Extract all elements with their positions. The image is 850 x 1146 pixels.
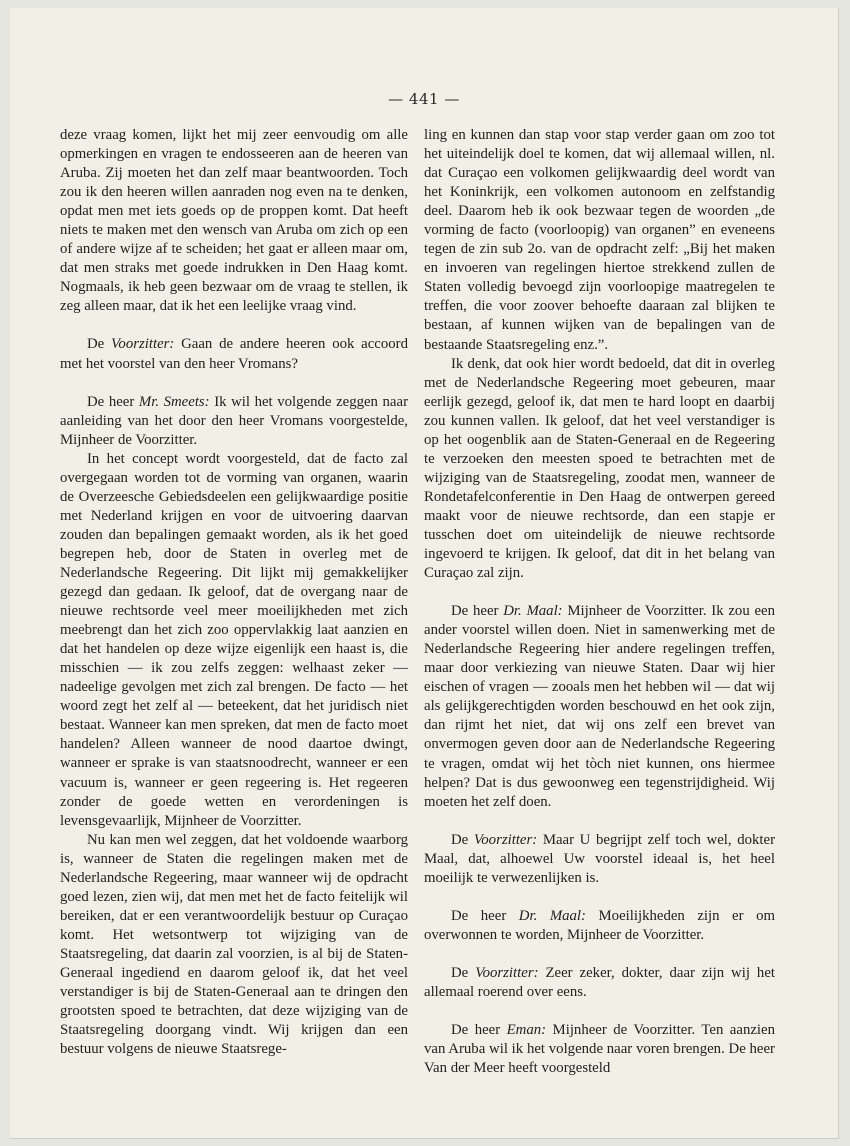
text-run: De [451, 831, 474, 848]
speaker-name: Voorzitter: [475, 964, 539, 981]
text-run: Gaan de andere heeren ook accoord met het voorstel van den heer Vromans? [60, 336, 409, 372]
speaker-name: Mr. Smeets: [138, 393, 210, 410]
text-run: Ik wil het volgende zeggen naar aanleiding van het door den heer Vromans voorgestelde, Mijnheer de Voorzitter. [60, 393, 408, 448]
text-run: De heer [87, 393, 139, 410]
document-page [10, 8, 839, 1139]
speaker-paragraph [424, 907, 775, 945]
text-run: De heer [451, 603, 504, 620]
text-run: Mijnheer de Voorzitter. Ten aanzien van Aruba wil ik het volgende naar voren brengen. De heer Van der Meer heeft voorgesteld [424, 1021, 775, 1077]
speaker-paragraph [424, 602, 775, 812]
paragraph [424, 355, 775, 584]
text-run: ling en kunnen dan stap voor stap verder gaan om zoo tot het uiteindelijk doel te komen, dat wij allemaal willen, nl. dat Curaçao een volkomen gelijkwaardig deel wordt van het Koninkrijk, een volkomen autonoom en zelfstandig deel. Daarom heb ik ook bezwaar tegen de woorden „de vorming de facto (voorloopig) van organen” en eveneens tegen de zin sub 2o. van de opdracht zelf: „Bij het maken en invoeren van regelingen hiertoe strekkend zullen de Staten volledig bevoegd zijn voorloopige maatregelen te treffen, die voor zoover behoefte daaraan zal blijken te bestaan, af kunnen wijken van de bepalingen van de bestaande Staatsregeling enz.”. [424, 127, 775, 353]
speaker-paragraph [60, 393, 408, 450]
text-run: deze vraag komen, lijkt het mij zeer eenvoudig om alle opmerkingen en vragen te endosseeren aan de heeren van Aruba. Zij moeten het dan zelf maar beantwoorden. Toch zou ik den heeren willen aanraden nog even na te denken, opdat men met iets goeds op de proppen komt. Dat heeft niets te maken met den wensch van Aruba om zich op een of andere wijze af te scheiden; het gaat er alleen maar om, dat men straks met goede indrukken in Den Haag komt. Nogmaals, ik heb geen bezwaar om de vraag te stellen, ik zeg alleen maar, dat ik het een leelijke vraag vind. [60, 127, 408, 315]
text-run: Maar U begrijpt zelf toch wel, dokter Maal, dat, alhoewel Uw voorstel ideaal is, het heel moeilijk te verwezenlijken is. [424, 831, 776, 886]
text-run: Mijnheer de Voorzitter. Ik zou een ander voorstel willen doen. Niet in samenwerking met de Nederlandsche Regeering hier andere regelingen treffen, maar door verkiezing van nieuwe Staten. Daar wij hier eischen of vragen — zooals men het hebben wil — dat wij als gelijkgerechtigden worden beschouwd en het ook zijn, dan rijmt het niet, dat wij ons zelf een brevet van onvermogen geven door aan de Nederlandsche Regeering te vragen, omdat wij het tòch niet kunnen, ons hiermee helpen? Dat is dus gewoonweg een tegenstrijdigheid. Wij moeten het zelf doen. [424, 603, 775, 810]
left-column [60, 126, 408, 1059]
text-run: De heer [451, 1021, 507, 1038]
speaker-name: Dr. Maal: [518, 907, 586, 924]
text-run: De [451, 964, 476, 981]
paragraph [424, 126, 775, 355]
text-run: De [87, 336, 112, 353]
text-run: Nu kan men wel zeggen, dat het voldoende waarborg is, wanneer de Staten die regelingen maken met de Nederlandsche Regeering, maar wanneer wij de opdracht goed lezen, zien wij, dat men met het de facto feitelijk wil bereiken, dat er een verantwoordelijk bestuur op Curaçao komt. Het wetsontwerp tot wijziging van de Staatsregeling, dat daarin zal voorzien, is al bij de Staten-Generaal ingediend en daarom geloof ik, dat het veel verstandiger is bij de Staten-Generaal aan te dringen den grootsten spoed te betrachten, dat deze wijziging van de Staatsregeling doorgang vindt. Wij krijgen dan een bestuur volgens de nieuwe Staatsrege- [60, 831, 408, 1058]
speaker-paragraph [424, 964, 775, 1002]
speaker-name: Voorzitter: [473, 831, 538, 848]
speaker-paragraph [60, 335, 408, 373]
text-run: Ik denk, dat ook hier wordt bedoeld, dat dit in overleg met de Nederlandsche Regeering moet gebeuren, maar eerlijk gezegd, geloof ik, dat men te hard loopt en daarbij zou kunnen vallen. Ik geloof, dat het veel verstandiger is op het oogenblik aan de Staten-Generaal en de Regeering te verzoeken den meesten spoed te betrachten met de wijziging van de Staatsregeling, zoodat men, wanneer de Rondetafelconferentie in Den Haag de ontwerpen gereed maakt voor de nieuwe rechtsorde, dan een stapje er tusschen doet om uiteindelijk de nieuwe rechtsorde ingevoerd te krijgen. Ik geloof, dat dit in het belang van Curaçao zal zijn. [424, 355, 775, 582]
speaker-name: Eman: [506, 1021, 547, 1038]
text-run: Moeilijkheden zijn er om overwonnen te worden, Mijnheer de Voorzitter. [424, 907, 775, 943]
paragraph [60, 450, 408, 831]
right-column [424, 126, 775, 1078]
text-run: In het concept wordt voorgesteld, dat de facto zal overgegaan worden tot de vorming van organen, waarin de Overzeesche Gebiedsdeelen een gelijkwaardige positie met Nederland krijgen en voor de uitvoering daarvan zouden dan bepalingen gemaakt worden, als ik het goed begrepen heb, door de Staten in overleg met de Nederlandsche Regeering. Dit lijkt mij gemakkelijker gezegd dan gedaan. Ik geloof, dat de overgang naar de nieuwe rechtsorde veel meer moeilijkheden met zich meebrengt dan het zich zoo oppervlakkig laat aanzien en dat het handelen op deze wijze eigenlijk een haast is, die misschien — ik zou zelfs zeggen: welhaast zeker — nadeelige gevolgen met zich zal brengen. De facto — het woord zegt het zelf al — beteekent, dat het juridisch niet bestaat. Wanneer kan men spreken, dat men de facto moet handelen? Alleen wanneer de nood daartoe dwingt, wanneer er sprake is van staatsnoodrecht, wanneer er een vacuum is, wanneer er geen regeering is. Het regeeren zonder de goede wetten en verordeningen is levensgevaarlijk, Mijnheer de Voorzitter. [60, 450, 408, 829]
paragraph [60, 126, 408, 316]
speaker-name: Voorzitter: [111, 336, 175, 353]
text-run: De heer [451, 907, 519, 924]
page-number: — 441 — [388, 90, 460, 108]
speaker-paragraph [424, 1021, 775, 1078]
paragraph [60, 831, 408, 1060]
speaker-paragraph [424, 831, 775, 888]
speaker-name: Dr. Maal: [503, 603, 563, 620]
text-run: Zeer zeker, dokter, daar zijn wij het allemaal roerend over eens. [424, 964, 775, 1000]
